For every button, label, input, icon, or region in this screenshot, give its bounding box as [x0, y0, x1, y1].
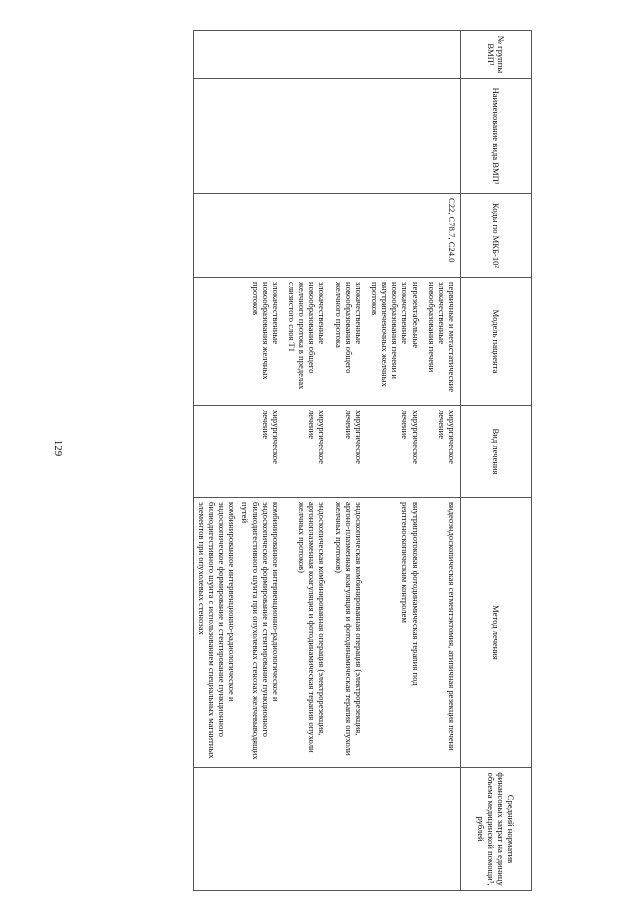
cell-group	[284, 31, 331, 79]
cell-model: нерезектабельные злокачественные новообразования печени и внутрипеченочных желчных протоков	[367, 278, 424, 406]
cell-codes	[284, 194, 331, 278]
cell-model: злокачественные новообразования общего желчного протока	[330, 278, 366, 406]
cell-model: первичные и метастатические злокачественные новообразования печени	[424, 278, 461, 406]
cell-codes	[330, 194, 366, 278]
table-row	[367, 31, 424, 891]
cell-type: хирургическое лечение	[284, 406, 331, 498]
cell-name	[424, 79, 461, 194]
cell-method	[193, 498, 284, 768]
header-icd-codes: Коды по МКБ-10²	[461, 194, 532, 278]
table-row	[330, 31, 366, 891]
cell-type: хирургическое лечение	[367, 406, 424, 498]
header-vmp-name: Наименование вида ВМП¹	[461, 79, 532, 194]
header-treatment-method: Метод лечения	[461, 498, 532, 768]
table-header-row	[461, 31, 532, 891]
cell-group	[330, 31, 366, 79]
header-group-number: № группы ВМП¹	[461, 31, 532, 79]
cell-cost	[330, 768, 366, 891]
cell-model: злокачественные новообразования желчных протоков	[193, 278, 284, 406]
cell-codes	[193, 194, 284, 278]
vmp-table	[193, 30, 532, 891]
cell-method: видеоэндоскопическая сегментэктомия, атипичная резекция печени	[424, 498, 461, 768]
cell-type: хирургическое лечение	[424, 406, 461, 498]
method-text-secondary: комбинированное интервенционно-радиологическое и эндоскопическое формирование и стентирование пункционного билиодигестивного шунта с использованием специальных магнитных элементов при опухолевых стенозах	[196, 502, 238, 759]
cell-method: эндоскопическая комбинированная операция (электрорезекция, аргоноплазменная коагуляция и фотодинамическая терапия опухоли желчных протоков)	[284, 498, 331, 768]
cell-group	[367, 31, 424, 79]
cell-name	[193, 79, 284, 194]
method-text: комбинированное интервенционно-радиологическое и эндоскопическое формирование и стентирование пункционного билиодигестивного шунта при опухолевых стенозах желчевыводящих путей	[240, 502, 281, 760]
cell-model: злокачественные новообразования общего желчного протока в пределах слизистого слоя T1	[284, 278, 331, 406]
cell-codes	[367, 194, 424, 278]
page-number: 129	[52, 439, 64, 457]
cell-name	[367, 79, 424, 194]
cell-cost	[367, 768, 424, 891]
cell-name	[284, 79, 331, 194]
cell-cost	[424, 768, 461, 891]
cell-type: хирургическое лечение	[330, 406, 366, 498]
table-row	[284, 31, 331, 891]
cell-cost	[284, 768, 331, 891]
header-patient-model: Модель пациента	[461, 278, 532, 406]
cell-group	[193, 31, 284, 79]
table-container	[77, 30, 532, 890]
cell-method: внутрипротоковая фотодинамическая терапия под рентгеноскопическим контролем	[367, 498, 424, 768]
cell-type: хирургическое лечение	[193, 406, 284, 498]
table-row	[424, 31, 461, 891]
cell-method: эндоскопическая комбинированная операция (электрорезекция, аргоно-плазменная коагуляция и фотодинамическая терапия опухоли желчных протоков)	[330, 498, 366, 768]
cell-codes: C22, C78.7, C24.0	[424, 194, 461, 278]
cell-name	[330, 79, 366, 194]
cell-cost	[193, 768, 284, 891]
header-cost: Средний норматив финансовых затрат на единицу объема медицинской помощи³, рублей	[461, 768, 532, 891]
table-row	[193, 31, 284, 891]
cell-group	[424, 31, 461, 79]
header-treatment-type: Вид лечения	[461, 406, 532, 498]
